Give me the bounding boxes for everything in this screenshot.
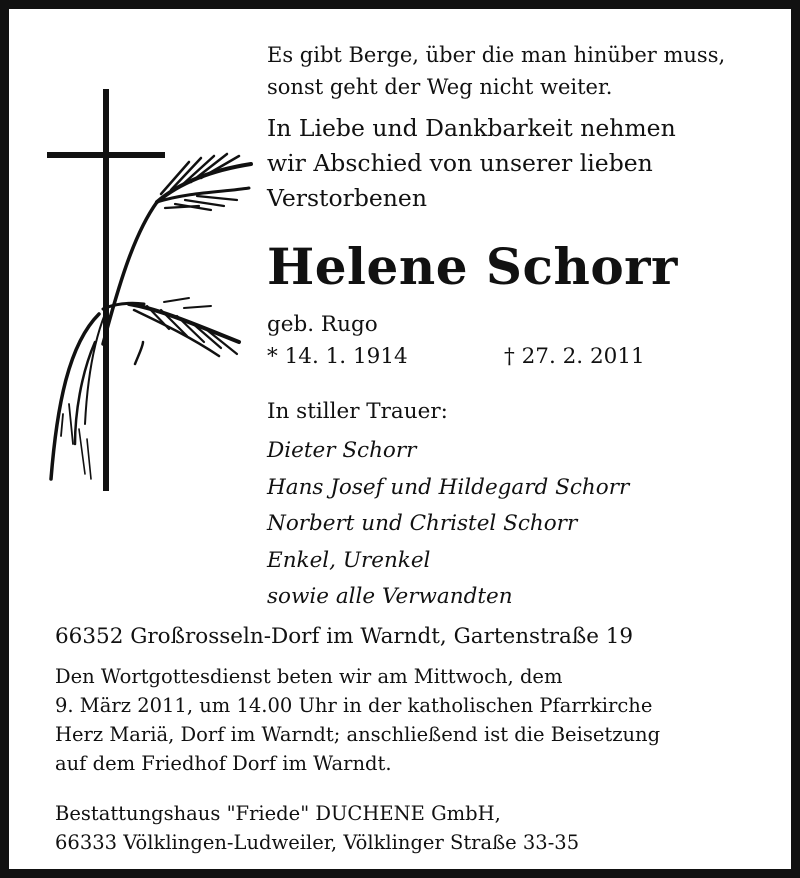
undertaker-line: 66333 Völklingen-Ludweiler, Völklinger Straße 33-35 [55, 831, 580, 854]
service-line: auf dem Friedhof Dorf im Warndt. [55, 752, 392, 775]
service-line: 9. März 2011, um 14.00 Uhr in der katholischen Pfarrkirche [55, 694, 653, 717]
mourner-entry: Enkel, Urenkel [267, 547, 431, 573]
intro-text [267, 111, 676, 216]
motto-line: sonst geht der Weg nicht weiter. [267, 75, 613, 99]
service-line: Den Wortgottesdienst beten wir am Mittwoch, dem [55, 665, 563, 688]
mourners-list [267, 433, 629, 616]
undertaker-line: Bestattungshaus "Friede" DUCHENE GmbH, [55, 802, 501, 825]
family-address: 66352 Großrosseln-Dorf im Warndt, Gartenstraße 19 [55, 624, 634, 649]
mourner-entry: Dieter Schorr [267, 438, 417, 463]
intro-line: In Liebe und Dankbarkeit nehmen [267, 114, 676, 142]
intro-line: Verstorbenen [267, 184, 427, 212]
service-details [55, 662, 660, 778]
service-line: Herz Mariä, Dorf im Warndt; anschließend ist die Beisetzung [55, 723, 661, 746]
intro-line: wir Abschied von unserer lieben [267, 149, 653, 177]
motto-verse [267, 39, 725, 103]
death-date: † 27. 2. 2011 [504, 344, 645, 369]
motto-line: Es gibt Berge, über die man hinüber muss, [267, 43, 726, 67]
mourner-entry: Norbert und Christel Schorr [267, 511, 578, 536]
mourner-entry: Hans Josef und Hildegard Schorr [267, 474, 630, 500]
birth-date: * 14. 1. 1914 [267, 344, 408, 369]
undertaker-info [55, 799, 579, 857]
mourner-entry: sowie alle Verwandten [267, 584, 513, 609]
cross-with-wheat-ears-icon [39, 84, 264, 499]
birth-name: geb. Rugo [267, 312, 378, 337]
deceased-name: Helene Schorr [267, 237, 678, 296]
mourning-heading: In stiller Trauer: [267, 399, 448, 424]
